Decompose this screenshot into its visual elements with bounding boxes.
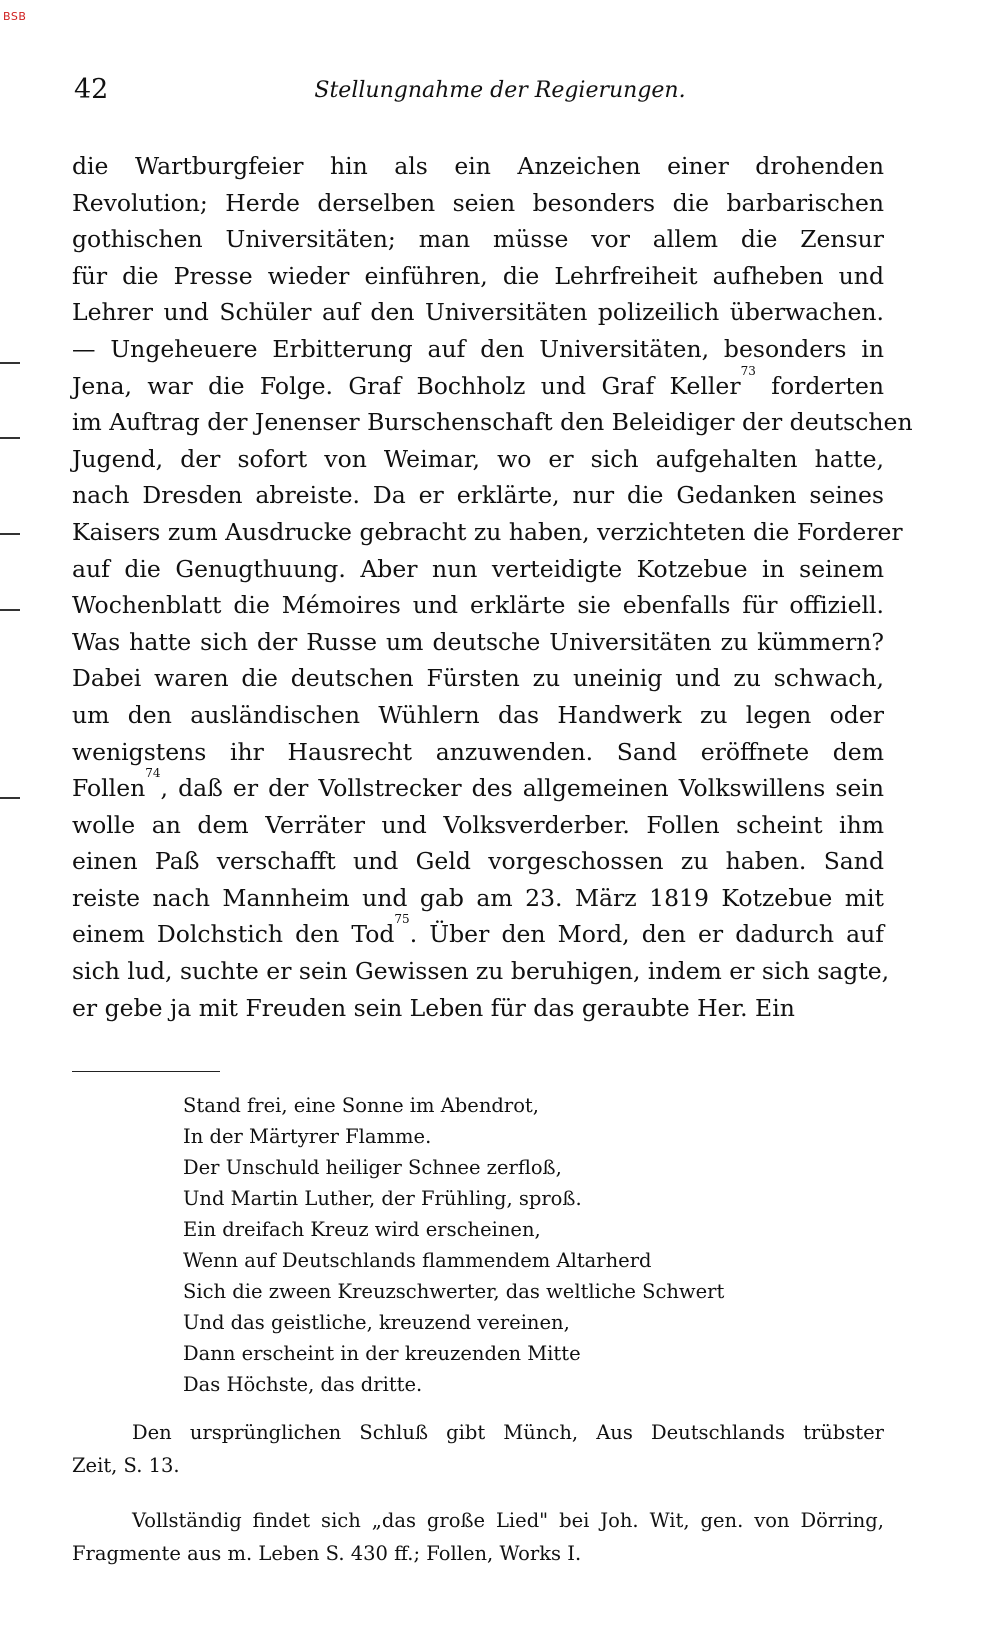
- text-line: [72, 912, 885, 953]
- text-segment: einem Dolchstich den Tod: [72, 920, 395, 949]
- text-line: Was hatte sich der Russe um deutsche Universitäten zu kümmern?: [72, 627, 884, 656]
- text-line: im Auftrag der Jenenser Burschenschaft den Beleidiger der deutschen: [72, 408, 913, 437]
- note-line: Zeit, S. 13.: [72, 1454, 180, 1477]
- footnote-ref: 73: [740, 363, 756, 378]
- poem-line: Und das geistliche, kreuzend vereinen,: [183, 1311, 570, 1334]
- poem-line: Wenn auf Deutschlands flammendem Altarherd: [183, 1249, 652, 1272]
- text-line: die Wartburgfeier hin als ein Anzeichen einer drohenden: [72, 152, 884, 180]
- text-line: er gebe ja mit Freuden sein Leben für das geraubte Her. Ein: [72, 993, 795, 1022]
- footnote-notes: [72, 1416, 884, 1570]
- page-number: 42: [74, 74, 109, 105]
- main-text: [72, 148, 913, 1026]
- text-segment: Follen: [72, 774, 146, 803]
- text-line: reiste nach Mannheim und gab am 23. März 1819 Kotzebue mit: [72, 883, 884, 912]
- poem-line: In der Märtyrer Flamme.: [183, 1125, 432, 1148]
- text-line: einen Paß verschafft und Geld vorgeschossen zu haben. Sand: [72, 847, 884, 876]
- poem-line: Ein dreifach Kreuz wird erscheinen,: [183, 1218, 541, 1241]
- text-segment: forderten: [755, 371, 884, 400]
- text-line: Jugend, der sofort von Weimar, wo er sich aufgehalten hatte,: [72, 444, 884, 473]
- text-line: sich lud, suchte er sein Gewissen zu beruhigen, indem er sich sagte,: [72, 957, 890, 986]
- text-line: — Ungeheuere Erbitterung auf den Universitäten, besonders in: [72, 334, 884, 363]
- text-line: nach Dresden abreiste. Da er erklärte, nur die Gedanken seines: [72, 481, 884, 510]
- margin-mark: [0, 362, 20, 364]
- text-line: Lehrer und Schüler auf den Universitäten polizeilich überwachen.: [72, 298, 884, 327]
- note-line: Fragmente aus m. Leben S. 430 ff.; Follen, Works I.: [72, 1542, 582, 1565]
- text-line: Kaisers zum Ausdrucke gebracht zu haben, verzichteten die Forderer: [72, 517, 903, 546]
- text-segment: . Über den Mord, den er dadurch auf: [409, 920, 885, 949]
- running-title: Stellungnahme der Regierungen.: [314, 78, 686, 103]
- poem-line: Stand frei, eine Sonne im Abendrot,: [183, 1094, 539, 1117]
- note-line: Vollständig findet sich „das große Lied" bei Joh. Wit, gen. von Dörring,: [132, 1509, 884, 1532]
- margin-mark: [0, 797, 20, 799]
- footnote-divider: [72, 1071, 220, 1072]
- library-stamp: BSB: [3, 10, 27, 23]
- text-line: für die Presse wieder einführen, die Lehrfreiheit aufheben und: [72, 261, 884, 290]
- text-line: Dabei waren die deutschen Fürsten zu uneinig und zu schwach,: [72, 664, 884, 693]
- text-line: Revolution; Herde derselben seien besonders die barbarischen: [72, 188, 884, 217]
- poem-line: Der Unschuld heiliger Schnee zerfloß,: [183, 1156, 562, 1179]
- footnote-ref: 75: [394, 912, 410, 927]
- margin-mark: [0, 437, 20, 439]
- text-line: wolle an dem Verräter und Volksverderber. Follen scheint ihm: [72, 810, 884, 839]
- poem-line: Sich die zween Kreuzschwerter, das weltliche Schwert: [183, 1280, 725, 1303]
- poem-line: Das Höchste, das dritte.: [183, 1373, 423, 1396]
- footnote-poem: [183, 1090, 783, 1400]
- text-line: um den ausländischen Wühlern das Handwerk zu legen oder: [72, 700, 884, 729]
- text-line: [72, 363, 884, 405]
- text-line: [72, 766, 884, 807]
- text-line: Wochenblatt die Mémoires und erklärte sie ebenfalls für offiziell.: [72, 591, 884, 620]
- text-line: wenigstens ihr Hausrecht anzuwenden. Sand eröffnete dem: [72, 737, 884, 766]
- text-line: gothischen Universitäten; man müsse vor allem die Zensur: [72, 225, 884, 254]
- poem-line: Und Martin Luther, der Frühling, sproß.: [183, 1187, 582, 1210]
- note-line: Den ursprünglichen Schluß gibt Münch, Aus Deutschlands trübster: [132, 1421, 884, 1444]
- text-line: auf die Genugthuung. Aber nun verteidigte Kotzebue in seinem: [72, 554, 884, 583]
- margin-mark: [0, 533, 20, 535]
- text-segment: , daß er der Vollstrecker des allgemeinen Volkswillens sein: [160, 774, 884, 803]
- poem-line: Dann erscheint in der kreuzenden Mitte: [183, 1342, 581, 1365]
- margin-mark: [0, 609, 20, 611]
- footnote-ref: 74: [145, 766, 161, 781]
- text-segment: Jena, war die Folge. Graf Bochholz und Graf Keller: [72, 371, 741, 400]
